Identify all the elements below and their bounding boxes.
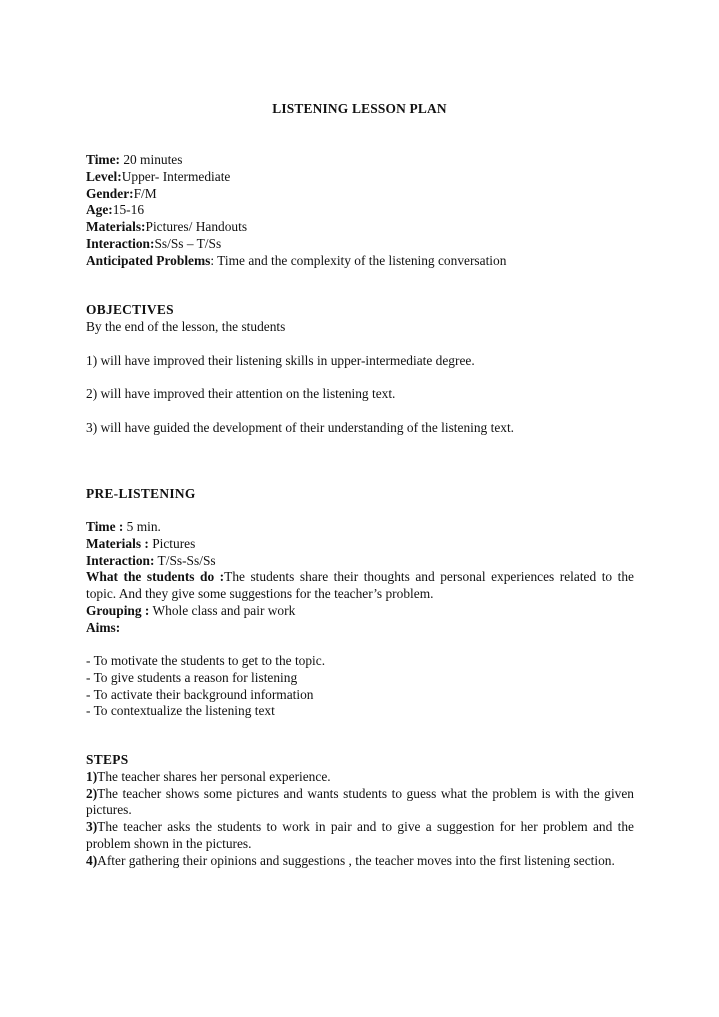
info-gender: Gender:F/M: [86, 185, 157, 201]
pre-listening-students-do: What the students do :The students share their thoughts and personal experiences related to the topic. And they give some suggestions for the teacher’s problem.: [86, 569, 635, 602]
pre-listening-interaction: Interaction: T/Ss-Ss/Ss: [86, 552, 216, 568]
info-interaction: Interaction:Ss/Ss – T/Ss: [86, 235, 222, 251]
step-item: 3)The teacher asks the students to work in pair and to give a suggestion for her problem and the problem shown in the pictures.: [86, 819, 634, 851]
info-materials: Materials:Pictures/ Handouts: [86, 219, 248, 235]
pre-listening-time: Time : 5 min.: [86, 519, 161, 534]
aim-item: - To give students a reason for listening: [86, 669, 298, 685]
objective-item: 3) will have guided the development of their understanding of the listening text.: [86, 420, 515, 435]
step-item: 4)After gathering their opinions and suggestions , the teacher moves into the first listening section.: [86, 852, 615, 868]
pre-listening-heading-wrap: [86, 486, 634, 503]
pre-listening-materials: Materials : Pictures: [86, 535, 196, 551]
info-time: Time: 20 minutes: [86, 152, 183, 167]
pre-listening-heading: PRE-LISTENING: [86, 486, 196, 501]
aim-item: - To activate their background information: [86, 686, 314, 702]
info-level: Level:Upper- Intermediate: [86, 168, 231, 184]
pre-listening-details: [86, 519, 634, 637]
step-item: 2)The teacher shows some pictures and wants students to guess what the problem is with the given pictures.: [86, 785, 634, 818]
document-title: LISTENING LESSON PLAN: [272, 101, 447, 116]
objectives-section: [86, 302, 634, 336]
info-age: Age:15-16: [86, 202, 145, 218]
objectives-intro: By the end of the lesson, the students: [86, 318, 286, 334]
pre-listening-aims-label: Aims:: [86, 619, 121, 635]
objective-item: 1) will have improved their listening skills in upper-intermediate degree.: [86, 353, 475, 368]
steps-heading: STEPS: [86, 752, 129, 767]
aim-item: - To contextualize the listening text: [86, 703, 275, 719]
aim-item: - To motivate the students to get to the topic.: [86, 653, 326, 668]
steps-section: [86, 752, 634, 870]
objective-item: 2) will have improved their attention on the listening text.: [86, 386, 396, 401]
aims-list: [86, 653, 634, 720]
step-item: 1)The teacher shares her personal experience.: [86, 768, 331, 784]
pre-listening-grouping: Grouping : Whole class and pair work: [86, 602, 296, 618]
objectives-heading: OBJECTIVES: [86, 302, 174, 317]
lesson-info: [86, 152, 634, 270]
info-anticipated-problems: Anticipated Problems: Time and the complexity of the listening conversation: [86, 252, 507, 268]
